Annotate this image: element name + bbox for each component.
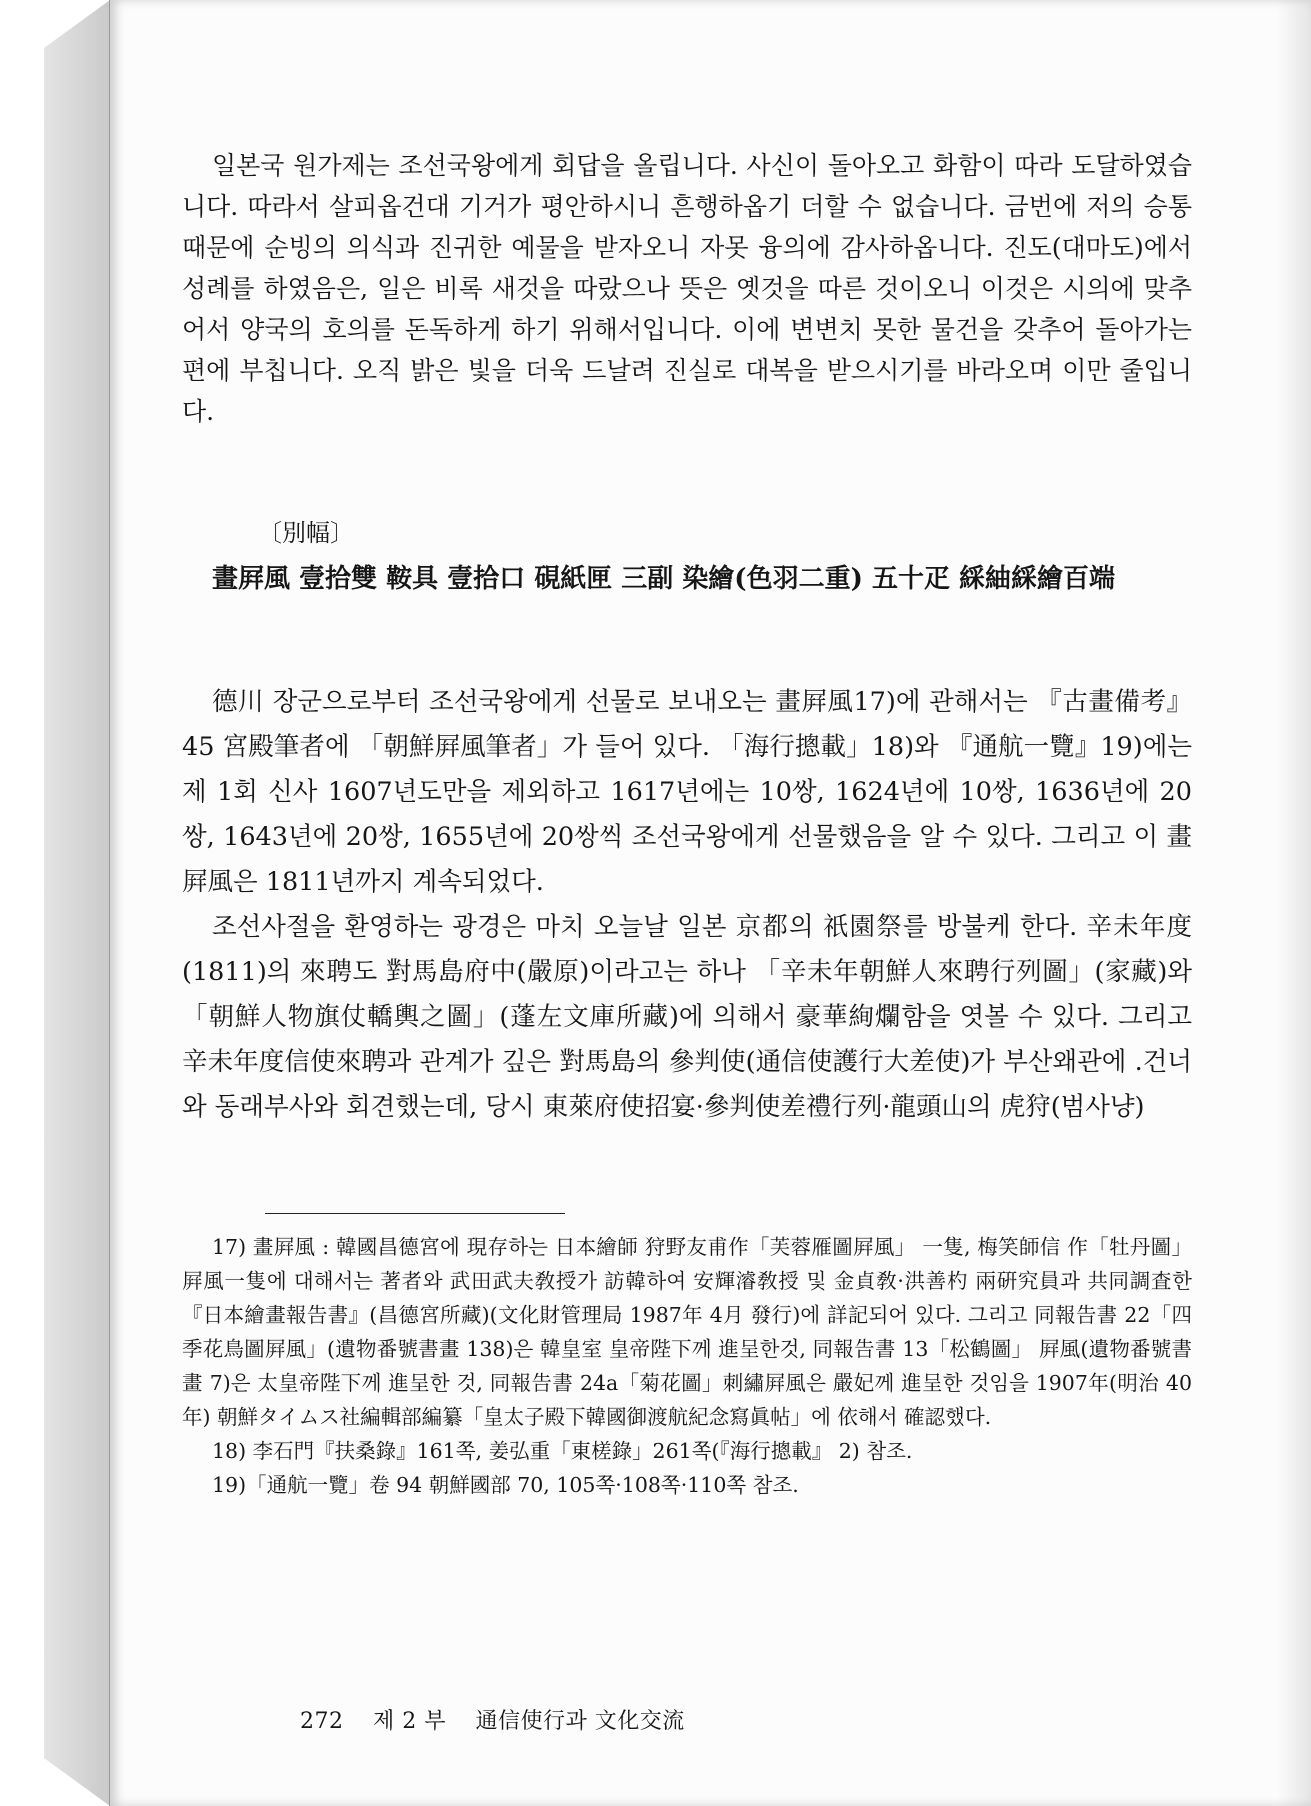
page-edge-top-bevel [44, 0, 110, 48]
bekpok-gift-list: 畫屛風 壹拾雙 鞍具 壹拾口 硯紙匣 三副 染繪(色羽二重) 五十疋 綵紬綵繪百端 [212, 564, 1116, 594]
running-footer [300, 1704, 707, 1735]
footnote-divider [265, 1213, 565, 1214]
footnote-17: 17) 畫屛風 : 韓國昌德宮에 現存하는 日本繪師 狩野友甫作「芙蓉雁圖屛風」 一隻, 梅笑師信 作「牡丹圖」屛風一隻에 대해서는 著者와 武田武夫敎授가 訪韓하여 安輝濬敎授 및 金貞敎·洪善杓 兩硏究員과 共同調査한『日本繪畫報告書』(昌德宮所藏)(文化財管理局 1987年 4月 發行)에 詳記되어 있다. 그리고 同報告書 22「四季花鳥圖屛風」(遺物番號書畫 138)은 韓皇室 皇帝陛下께 進呈한것, 同報告書 13「松鶴圖」 屛風(遺物番號書畫 7)은 太皇帝陛下께 進呈한 것, 同報告書 24a「菊花圖」刺繡屛風은 嚴妃께 進呈한 것임을 1907年(明治 40年) 朝鮮タイムス社編輯部編纂「皇太子殿下韓國御渡航紀念寫眞帖」에 依해서 確認했다. [182, 1235, 1192, 1429]
paragraph-envoy-welcome: 조선사절을 환영하는 광경은 마치 오늘날 일본 京都의 祇園祭를 방불케 한다. 辛未年度(1811)의 來聘도 對馬島府中(嚴原)이라고는 하나 「辛未年朝鮮人來聘行列圖」(家藏)와 「朝鮮人物旗仗轎輿之圖」(蓬左文庫所藏)에 의해서 豪華絢爛함을 엿볼 수 있다. 그리고 辛未年度信使來聘과 관계가 깊은 對馬島의 參判使(通信使護行大差使)가 부산왜관에 .건너와 동래부사와 회견했는데, 당시 東萊府使招宴·參判使差禮行列·龍頭山의 虎狩(범사냥) [182, 912, 1192, 1122]
letter-translation-block [182, 145, 1192, 432]
bekpok-block [182, 512, 1192, 602]
bekpok-heading: 〔別幅〕 [258, 519, 354, 547]
paragraph-folding-screens: 德川 장군으로부터 조선국왕에게 선물로 보내오는 畫屛風17)에 관해서는 『古畫備考』 45 宮殿筆者에 「朝鮮屛風筆者」가 들어 있다. 「海行摠載」18)와 『通航一覽』19)에는 제 1회 신사 1607년도만을 제외하고 1617년에는 10쌍, 1624년에 10쌍, 1636년에 20쌍, 1643년에 20쌍, 1655년에 20쌍씩 조선국왕에게 선물했음을 알 수 있다. 그리고 이 畫屛風은 1811년까지 계속되었다. [182, 687, 1192, 897]
part-label: 제 2 부 [373, 1709, 446, 1734]
page-number: 272 [300, 1709, 344, 1734]
page-edge-bottom-bevel [44, 1758, 110, 1806]
page-gutter-shadow [1277, 0, 1311, 1806]
footnote-19: 19)「通航一覽」卷 94 朝鮮國部 70, 105쪽·108쪽·110쪽 참조. [212, 1473, 799, 1497]
section-title: 通信使行과 文化交流 [475, 1709, 685, 1734]
book-page-edge [44, 0, 110, 1806]
main-text-block [182, 680, 1192, 1130]
letter-translation-paragraph: 일본국 원가제는 조선국왕에게 회답을 올립니다. 사신이 돌아오고 화함이 따라 도달하였습니다. 따라서 살피옵건대 기거가 평안하시니 흔행하옵기 더할 수 없습니다. 금번에 저의 승통 때문에 순빙의 의식과 진귀한 예물을 받자오니 자못 융의에 감사하옵니다. 진도(대마도)에서 성례를 하였음은, 일은 비록 새것을 따랐으나 뜻은 옛것을 따른 것이오니 이것은 시의에 맞추어서 양국의 호의를 돈독하게 하기 위해서입니다. 이에 변변치 못한 물건을 갖추어 돌아가는 편에 부칩니다. 오직 밝은 빛을 더욱 드날려 진실로 대복을 받으시기를 바라오며 이만 줄입니다. [182, 151, 1192, 426]
footnote-18: 18) 李石門『扶桑錄』161쪽, 姜弘重「東槎錄」261쪽(『海行摠載』 2) 참조. [212, 1439, 913, 1463]
footnotes-block [182, 1230, 1192, 1502]
